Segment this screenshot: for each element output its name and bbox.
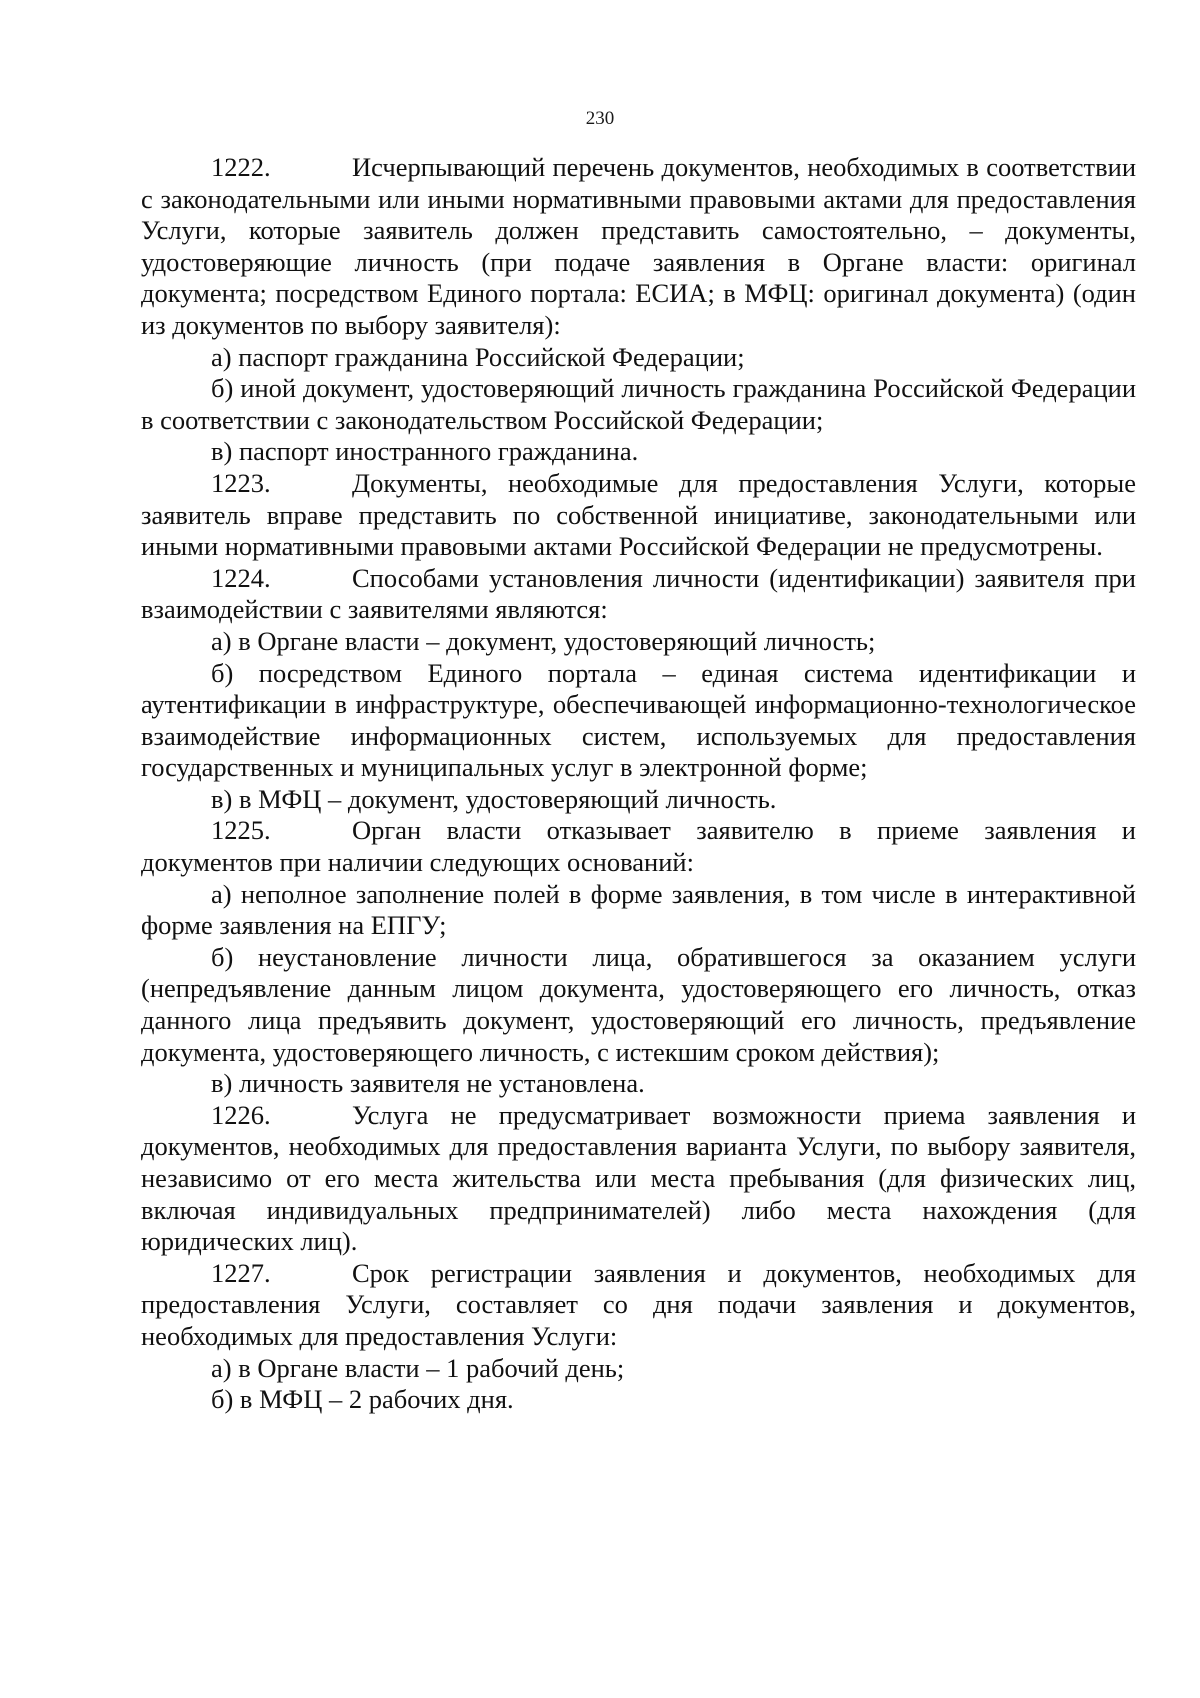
numbered-paragraph (141, 563, 1136, 626)
numbered-paragraph (141, 815, 1136, 878)
page-number: 230 (585, 108, 615, 129)
list-item: а) неполное заполнение полей в форме заявления, в том числе в интерактивной форме заявления на ЕПГУ; (141, 878, 1136, 941)
paragraph-number: 1225. (211, 815, 271, 846)
list-item: а) в Органе власти – 1 рабочий день; (211, 1352, 625, 1383)
list-item: б) в МФЦ – 2 рабочих дня. (211, 1384, 514, 1415)
list-item: в) в МФЦ – документ, удостоверяющий личность. (211, 783, 777, 814)
list-item: б) неустановление личности лица, обратившегося за оказанием услуги (непредъявление данным лицом документа, удостоверяющего его личность, отказ данного лица предъявить документ, удостоверяющий его личность, предъявление документа, удостоверяющего личность, с истекшим сроком действия); (141, 941, 1136, 1067)
list-item: б) посредством Единого портала – единая система идентификации и аутентификации в инфраструктуре, обеспечивающей информационно-технологическое взаимодействие информационных систем, используемых для предоставления государственных и муниципальных услуг в электронной форме; (141, 657, 1136, 783)
paragraph-text: Исчерпывающий перечень документов, необходимых в соответствии с законодательными или иными нормативными правовыми актами для предоставления Услуги, которые заявитель должен представить самостоятельно, – документы, удостоверяющие личность (при подаче заявления в Органе власти: оригинал документа; посредством Единого портала: ЕСИА; в МФЦ: оригинал документа) (один из документов по выбору заявителя): (141, 152, 1136, 340)
paragraph-number: 1226. (211, 1099, 271, 1130)
list-item: в) личность заявителя не установлена. (211, 1068, 645, 1099)
numbered-paragraph (141, 1258, 1136, 1353)
document-body (141, 152, 1136, 1416)
paragraph-text: Услуга не предусматривает возможности приема заявления и документов, необходимых для предоставления варианта Услуги, по выбору заявителя, независимо от его места жительства или места пребывания (для физических лиц, включая индивидуальных предпринимателей) либо места нахождения (для юридических лиц). (141, 1099, 1136, 1257)
numbered-paragraph (141, 468, 1136, 563)
paragraph-text: Документы, необходимые для предоставления Услуги, которые заявитель вправе представить по собственной инициативе, законодательными или иными нормативными правовыми актами Российской Федерации не предусмотрены. (141, 467, 1136, 562)
list-item: б) иной документ, удостоверяющий личность гражданина Российской Федерации в соответствии с законодательством Российской Федерации; (141, 373, 1136, 435)
list-item: а) в Органе власти – документ, удостоверяющий личность; (211, 625, 876, 656)
numbered-paragraph (141, 152, 1136, 342)
paragraph-text: Орган власти отказывает заявителю в приеме заявления и документов при наличии следующих оснований: (141, 815, 1136, 878)
paragraph-text: Срок регистрации заявления и документов, необходимых для предоставления Услуги, составляет со дня подачи заявления и документов, необходимых для предоставления Услуги: (141, 1257, 1136, 1351)
list-item: в) паспорт иностранного гражданина. (211, 436, 639, 467)
paragraph-number: 1223. (211, 467, 271, 498)
paragraph-number: 1224. (211, 562, 271, 593)
paragraph-number: 1222. (211, 152, 271, 182)
paragraph-text: Способами установления личности (идентификации) заявителя при взаимодействии с заявителями являются: (141, 562, 1136, 625)
paragraph-number: 1227. (211, 1257, 271, 1288)
list-item: а) паспорт гражданина Российской Федерации; (211, 341, 745, 372)
numbered-paragraph (141, 1100, 1136, 1258)
